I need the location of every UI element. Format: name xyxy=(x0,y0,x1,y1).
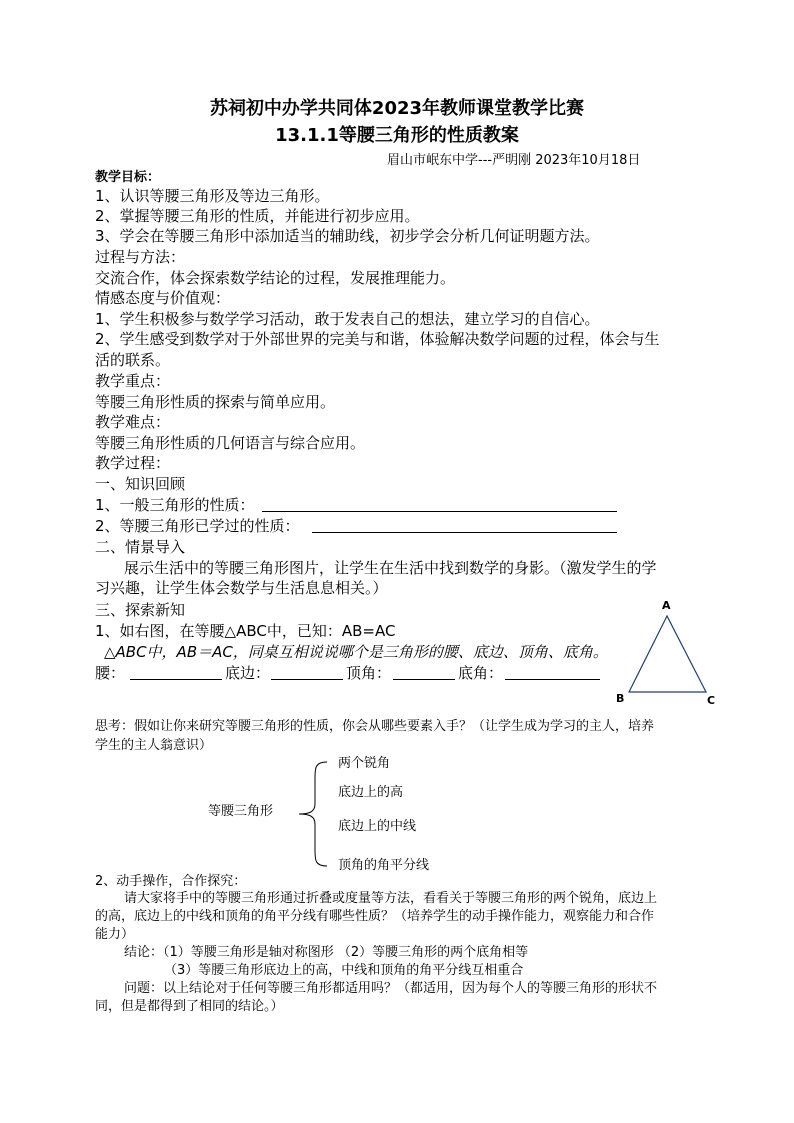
activity-text-cont: 的高，底边上的中线和顶角的角平分线有哪些性质？（培养学生的动手操作能力，观察能力和合作 xyxy=(95,909,655,924)
goal-item: 2、掌握等腰三角形的性质，并能进行初步应用。 xyxy=(95,207,420,225)
activity-text: 请大家将手中的等腰三角形通过折叠或度量等方法，看看关于等腰三角形的两个锐角，底边上 xyxy=(124,891,658,906)
emotion-item: 1、学生积极参与数学学习活动，敢于发表自己的想法，建立学习的自信心。 xyxy=(95,310,600,328)
emotion-item-cont: 活的联系。 xyxy=(95,351,171,369)
conclusion-line: （3）等腰三角形底边上的高，中线和顶角的角平分线互相重合 xyxy=(164,963,524,978)
emotion-item: 2、学生感受到数学对于外部世界的完美与和谐，体验解决数学问题的过程，体会与生 xyxy=(95,330,660,348)
explore-q1-detail: △ABC中，AB＝AC，同桌互相说说哪个是三角形的腰、底边、顶角、底角。 xyxy=(104,643,608,661)
explore-q1: 1、如右图，在等腰△ABC中，已知：AB=AC xyxy=(95,622,396,640)
difficult-text: 等腰三角形性质的几何语言与综合应用。 xyxy=(95,434,366,452)
activity-text-cont: 能力） xyxy=(95,927,135,942)
blank-label-ding: 顶角： xyxy=(346,664,392,682)
blank-label-di: 底边： xyxy=(225,664,271,682)
answer-blank-line xyxy=(262,511,617,512)
process-text: 交流合作，体会探索数学结论的过程，发展推理能力。 xyxy=(95,269,456,287)
triangle-abc-figure xyxy=(610,596,720,708)
answer-blank-line xyxy=(505,679,600,680)
think-text: 思考：假如让你来研究等腰三角形的性质，你会从哪些要素入手？（让学生成为学习的主人，培养 xyxy=(95,719,655,734)
tree-root-label: 等腰三角形 xyxy=(208,804,274,819)
review-q1: 1、一般三角形的性质： xyxy=(95,496,255,514)
review-heading: 一、知识回顾 xyxy=(95,475,186,493)
question-text: 问题：以上结论对于任何等腰三角形都适用吗？（都适用，因为每个人的等腰三角形的形状不 xyxy=(124,981,658,996)
explore-heading: 三、探索新知 xyxy=(95,601,186,619)
tree-item: 底边上的高 xyxy=(338,785,404,800)
question-text-cont: 同，但是都得到了相同的结论。） xyxy=(95,999,284,1014)
blank-label-dijiao: 底角： xyxy=(458,664,504,682)
teaching-process-heading: 教学过程： xyxy=(95,454,171,472)
goal-item: 1、认识等腰三角形及等边三角形。 xyxy=(95,187,330,205)
vertex-label-a: A xyxy=(662,599,671,612)
answer-blank-line xyxy=(130,679,222,680)
tree-item: 底边上的中线 xyxy=(338,819,417,834)
tree-item: 顶角的角平分线 xyxy=(338,858,430,873)
goal-item: 3、学会在等腰三角形中添加适当的辅助线，初步学会分析几何证明题方法。 xyxy=(95,227,600,245)
difficult-heading: 教学难点： xyxy=(95,413,171,431)
document-title: 苏祠初中办学共同体2023年教师课堂教学比赛 xyxy=(209,98,585,119)
blank-label-yao: 腰： xyxy=(95,664,126,682)
curly-brace xyxy=(295,758,335,870)
key-heading: 教学重点： xyxy=(95,372,171,390)
vertex-label-b: B xyxy=(616,692,625,705)
lesson-title: 13.1.1等腰三角形的性质教案 xyxy=(275,125,519,146)
answer-blank-line xyxy=(271,679,343,680)
goals-heading: 教学目标： xyxy=(95,170,161,185)
emotion-heading: 情感态度与价值观： xyxy=(95,289,231,307)
conclusion-line: 结论：（1）等腰三角形是轴对称图形 （2）等腰三角形的两个底角相等 xyxy=(124,945,529,960)
review-q2: 2、等腰三角形已学过的性质： xyxy=(95,517,300,535)
think-text-cont: 学生的主人翁意识） xyxy=(95,738,213,753)
scene-text-cont: 习兴趣，让学生体会数学与生活息息相关。） xyxy=(95,579,388,597)
scene-text: 展示生活中的等腰三角形图片，让学生在生活中找到数学的身影。（激发学生的学 xyxy=(124,559,657,577)
answer-blank-line xyxy=(393,679,455,680)
triangle-shape xyxy=(629,616,706,692)
tree-item: 两个锐角 xyxy=(338,756,391,771)
process-heading: 过程与方法： xyxy=(95,248,186,266)
answer-blank-line xyxy=(312,532,617,533)
vertex-label-c: C xyxy=(707,694,716,707)
scene-heading: 二、情景导入 xyxy=(95,538,186,556)
activity-heading: 2、动手操作，合作探究： xyxy=(95,874,247,889)
key-text: 等腰三角形性质的探索与简单应用。 xyxy=(95,393,336,411)
author-line: 眉山市岷东中学---严明刚 2023年10月18日 xyxy=(387,153,641,168)
